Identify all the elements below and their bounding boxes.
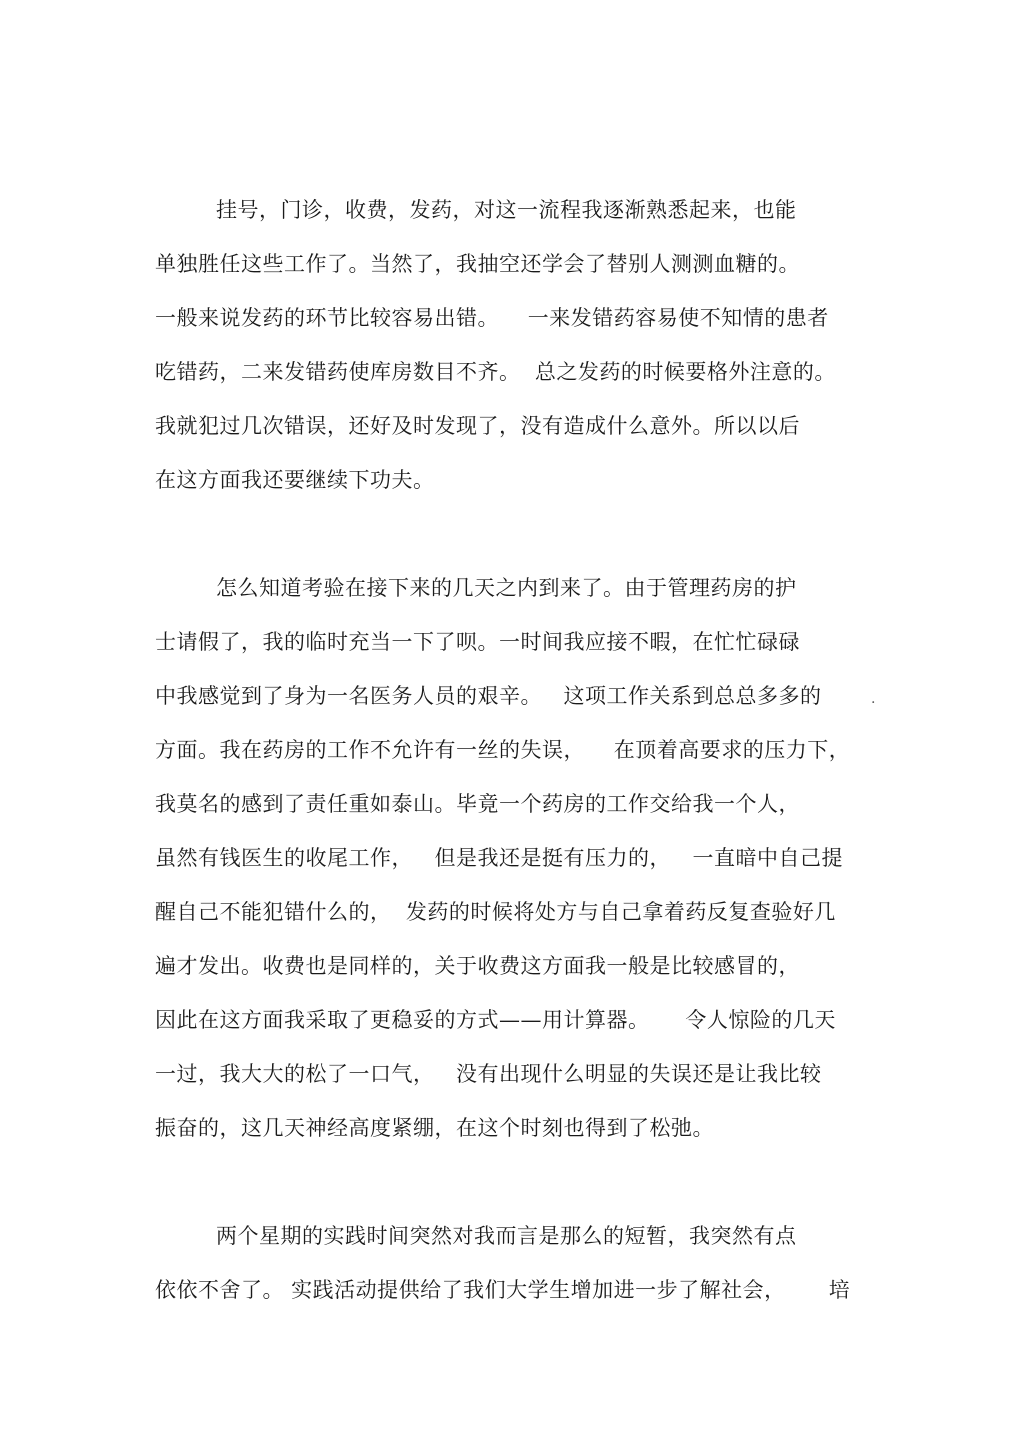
paragraph-2-line-7: 醒自己不能犯错什么的， 发药的时候将处方与自己拿着药反复查验好几 xyxy=(155,900,836,924)
paragraph-1-line-2: 单独胜任这些工作了。当然了，我抽空还学会了替别人测测血糖的。 xyxy=(155,252,800,276)
stray-mark: . xyxy=(871,691,876,707)
paragraph-1-line-6: 在这方面我还要继续下功夫。 xyxy=(155,468,435,492)
paragraph-2-line-6: 虽然有钱医生的收尾工作， 但是我还是挺有压力的， 一直暗中自己提 xyxy=(155,846,844,870)
paragraph-1-line-3: 一般来说发药的环节比较容易出错。 一来发错药容易使不知情的患者 xyxy=(155,306,829,330)
paragraph-3-line-1: 两个星期的实践时间突然对我而言是那么的短暂，我突然有点 xyxy=(216,1224,797,1248)
paragraph-1-line-5: 我就犯过几次错误，还好及时发现了，没有造成什么意外。所以以后 xyxy=(155,414,800,438)
paragraph-1-line-1: 挂号，门诊，收费，发药，对这一流程我逐渐熟悉起来，也能 xyxy=(216,198,797,222)
paragraph-2-line-10: 一过，我大大的松了一口气， 没有出现什么明显的失误还是让我比较 xyxy=(155,1062,822,1086)
paragraph-1-line-4: 吃错药，二来发错药使库房数目不齐。 总之发药的时候要格外注意的。 xyxy=(155,360,836,384)
paragraph-2-line-1: 怎么知道考验在接下来的几天之内到来了。由于管理药房的护 xyxy=(216,576,797,600)
paragraph-2-line-4: 方面。我在药房的工作不允许有一丝的失误， 在顶着高要求的压力下， xyxy=(155,738,851,762)
paragraph-2-line-5: 我莫名的感到了责任重如泰山。毕竟一个药房的工作交给我一个人， xyxy=(155,792,800,816)
paragraph-2-line-8: 遍才发出。收费也是同样的，关于收费这方面我一般是比较感冒的， xyxy=(155,954,800,978)
paragraph-3-line-2: 依依不舍了。 实践活动提供给了我们大学生增加进一步了解社会， 培 xyxy=(155,1278,851,1302)
paragraph-2-line-3: 中我感觉到了身为一名医务人员的艰辛。 这项工作关系到总总多多的 xyxy=(155,684,822,708)
paragraph-2-line-2: 士请假了，我的临时充当一下了呗。一时间我应接不暇，在忙忙碌碌 xyxy=(155,630,800,654)
paragraph-2-line-9: 因此在这方面我采取了更稳妥的方式——用计算器。 令人惊险的几天 xyxy=(155,1008,836,1032)
paragraph-2-line-11: 振奋的，这几天神经高度紧绷，在这个时刻也得到了松弛。 xyxy=(155,1116,714,1140)
